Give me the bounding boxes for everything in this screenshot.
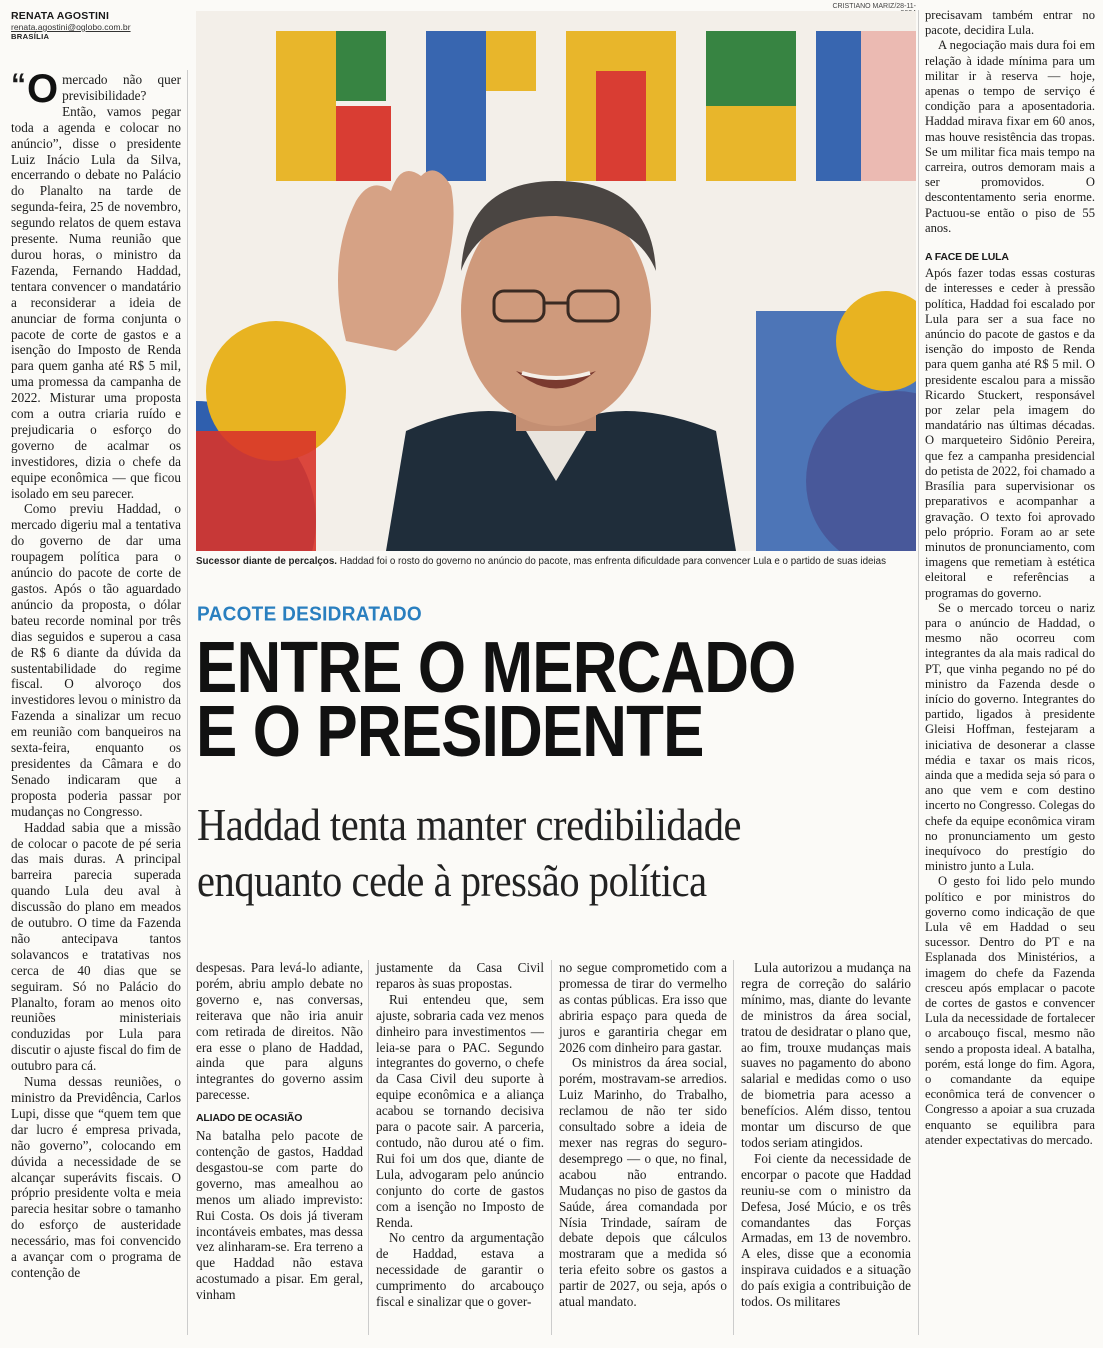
dropcap: O [27,67,59,111]
section-kicker: PACOTE DESIDRATADO [197,603,422,626]
column-divider [187,70,188,1335]
column-divider [918,10,919,1335]
paragraph: Haddad sabia que a missão de colocar o pacote de pé seria das mais duras. A principal barreira parecia superada quando Lula deu aval à discussão do plano em meados de outubro. O time da Fazenda não antecipava tantos solavancos e tratativas nos cerca de 40 dias que se seguiram. Só no Palácio do Planalto, foram ao menos oito reuniões ministeriais conduzidas por Lula para discutir o ajuste fiscal do fim de outubro para cá. [11,819,181,1074]
author-email[interactable]: renata.agostini@oglobo.com.br [11,22,131,32]
paragraph: Como previu Haddad, o mercado digeriu mal a tentativa do governo de dar uma roupagem política para o anúncio do pacote de corte de gastos. Após o tão aguardado anúncio da proposta, o dólar bateu recorde nominal por três dias seguidos e superou a casa de R$ 6 diante da dúvida da sustentabilidade do regime fiscal. O alvoroço dos investidores levou o ministro da Fazenda a sinalizar um recuo em reunião com banqueiros na sexta-feira, enquanto os presidentes da Câmara e do Senado indicaram que a proposta poderia passar por mudanças no Congresso. [11,501,181,819]
paragraph: Foi ciente da necessidade de encorpar o pacote que Haddad reuniu-se com o ministro da Defesa, José Múcio, e os três comandantes das Forças Armadas, em 13 de novembro. A eles, disse que a economia inspirava cuidados e a situação do país exigia a contribuição de todos. Os militares [741,1150,911,1310]
article-column-2 [196,960,363,1303]
paragraph: No centro da argumentação de Haddad, estava a necessidade de garantir o cumprimento do arcabouço fiscal e sinalizar que o gover- [376,1230,544,1310]
subheadline-line-2: enquanto cede à pressão política [197,855,707,906]
subheadline-line-1: Haddad tenta manter credibilidade [197,799,742,850]
byline [11,10,191,41]
article-column-6 [925,8,1095,1148]
open-quote-glyph: “ [11,68,26,101]
paragraph: Após fazer todas essas costuras de interesses e ceder à pressão política, Haddad foi escalado por Lula para ser a sua face no anúncio do pacote de gastos e da isenção do imposto de Renda para quem ganha até R$ 5 mil. O presidente escalou para a missão Ricardo Stuckert, responsável por zelar pela imagem do mandatário nas últimas décadas. O marqueteiro Sidônio Pereira, que fez a campanha presidencial do petista de 2022, foi chamado a Brasília para supervisionar os preparativos e acompanhar a gravação. O texto foi aprovado pelo próprio. Foram ao ar sete minutos de pronunciamento, com imagens que remetiam à estética eleitoral e referências a programas do governo. [925,266,1095,600]
caption-lead: Sucessor diante de percalços. [196,556,338,567]
paragraph: justamente da Casa Civil reparos às suas propostas. [376,960,544,991]
paragraph: precisavam também entrar no pacote, decidira Lula. [925,8,1095,38]
caption-text: Haddad foi o rosto do governo no anúncio do pacote, mas enfrenta dificuldade para convencer Lula e o partido de suas ideias [337,556,887,567]
paragraph: Rui entendeu que, sem ajuste, sobraria cada vez menos dinheiro para investimentos — leia-se para o PAC. Segundo integrantes do governo, o chefe da Casa Civil deu suporte à equipe econômica e a aliança acabou se tornando decisiva para o pacote sair. A parceria, contudo, não durou até o fim. Rui foi um dos que, diante de Lula, advogaram pelo anúncio conjunto do corte de gastos com a isenção no Imposto de Renda. [376,991,544,1230]
article-column-4 [559,960,727,1310]
paragraph: Numa dessas reuniões, o ministro da Previdência, Carlos Lupi, disse que “quem tem que dar lucro é empresa privada, não governo”, colocando em dúvida a necessidade de se alcançar superávits fiscais. O próprio presidente volta e meia parecia hesitar sobre o tamanho do esforço de austeridade necessário, mas foi convencido a avançar com o programa de contenção de [11,1074,181,1280]
paragraph: Os ministros da área social, porém, mostravam-se arredios. Luiz Marinho, do Trabalho, reclamou de não ter sido consultado sobre a ideia de mexer nas regras do seguro-desemprego — o que, no final, acabou não entrando. Mudanças no piso de gastos da Saúde, área comandada por Nísia Trindade, saíram de debate depois que cálculos mostraram que a medida só teria efeito sobre os gastos a partir de 2027, ou seja, após o atual mandato. [559,1055,727,1310]
paragraph: despesas. Para levá-lo adiante, porém, abriu amplo debate no governo e, nas conversas, reiterava que não iria anuir com retirada de direitos. Não era esse o plano de Haddad, ainda que para alguns integrantes do governo assim parecesse. [196,960,363,1103]
dateline-city: BRASÍLIA [11,32,50,41]
author-name: RENATA AGOSTINI [11,10,110,22]
lead-paragraph [11,67,181,501]
subhead-face-de-lula: A FACE DE LULA [925,251,1009,264]
column-divider [733,960,734,1335]
article-column-5 [741,960,911,1310]
main-photo [196,11,916,551]
paragraph: Se o mercado torceu o nariz para o anúncio de Haddad, o mesmo não ocorreu com integrantes da ala mais radical do PT, que vinha pegando no pé do ministro da Fazenda desde o início do governo. Integrantes do partido, ligados à presidente Gleisi Hoffman, festejaram a iniciativa de desonerar a classe média e taxar os mais ricos, ainda que a medida seja só para o ano que vem e com destino incerto no Congresso. Colegas do chefe da equipe econômica viram no pronunciamento um gesto inequívoco do prestígio do ministro junto a Lula. [925,600,1095,874]
subhead-aliado: ALIADO DE OCASIÃO [196,1112,303,1125]
column-divider [551,960,552,1335]
paragraph: no segue comprometido com a promessa de tirar do vermelho as contas públicas. Era isso que abriria espaço para queda de juros e garantiria chegar em 2026 com dinheiro para gastar. [559,960,727,1055]
headline [196,628,815,772]
paragraph: A negociação mais dura foi em relação à idade mínima para um militar ir à reserva — hoje, apenas o tempo de serviço é condição para a aposentadoria. Haddad mirava fixar em 60 anos, mas houve resistência das tropas. Se um militar fica mais tempo na carreira, outros demoram mais a ser promovidos. O descontentamento seria enorme. Pactuou-se então o piso de 55 anos. [925,38,1095,235]
article-column-1 [11,67,181,1281]
headline-line-1: ENTRE O MERCADO [196,628,796,708]
paragraph: Na batalha pelo pacote de contenção de gastos, Haddad desgastou-se com parte do governo, mas amealhou ao menos um aliado imprevisto: Rui Costa. Os dois já tiveram incontáveis embates, mas dessa vez alinharam-se. Era terreno a que Haddad não estava acostumado a pisar. Em geral, vinham [196,1128,363,1303]
paragraph: Lula autorizou a mudança na regra de correção do salário mínimo, mas, diante do levante de ministros da área social, tratou de desidratar o plano que, ao fim, trouxe mudanças mais suaves no pagamento do abono salarial e medidas como o uso de biometria para acesso a benefícios. Além disso, tentou montar um discurso de que todos seriam atingidos. [741,960,911,1150]
paragraph-text: mercado não quer previsibilidade? Então, vamos pegar toda a agenda e colocar no anúncio”, disse o presidente Luiz Inácio Lula da Silva, encerrando o debate no Palácio do Planalto na tarde de segunda-feira, 25 de novembro, segundo relatos de quem estava presente. Numa reunião que durou horas, o ministro da Fazenda, Fernando Haddad, tentara convencer o mandatário a reconsiderar a ideia de anunciar de forma conjunta o pacote de corte de gastos e a isenção do Imposto de Renda para quem ganha até R$ 5 mil, uma promessa da campanha de 2022. Misturar uma proposta com a outra criaria ruído e prejudicaria o esforço do governo de acalmar os investidores, dizia o chefe da equipe econômica — que ficou isolado em seu parecer. [11,72,181,501]
paragraph: O gesto foi lido pelo mundo político e por ministros do governo como indicação de que Lula vê em Haddad o seu sucessor. Dentro do PT e na Esplanada dos Ministérios, a imagem do chefe da Fazenda cresceu após emplacar o pacote de cortes de gastos e convencer Lula da necessidade de fortalecer o arcabouço fiscal, mesmo não sendo a proposta ideal. A batalha, porém, está longe do fim. Agora, o comandante da equipe econômica terá de convencer o Congresso a apoiar a sua cruzada enquanto se equilibra para atender expectativas do mercado. [925,874,1095,1147]
subheadline [197,797,831,909]
headline-line-2: E O PRESIDENTE [196,692,704,772]
column-divider [368,960,369,1335]
haddad-photo-illustration [196,11,916,551]
photo-caption [196,556,916,567]
article-column-3 [376,960,544,1310]
brasil-backdrop-letters [276,31,916,181]
photo-credit: CRISTIANO MARIZ/28-11- [832,3,916,10]
